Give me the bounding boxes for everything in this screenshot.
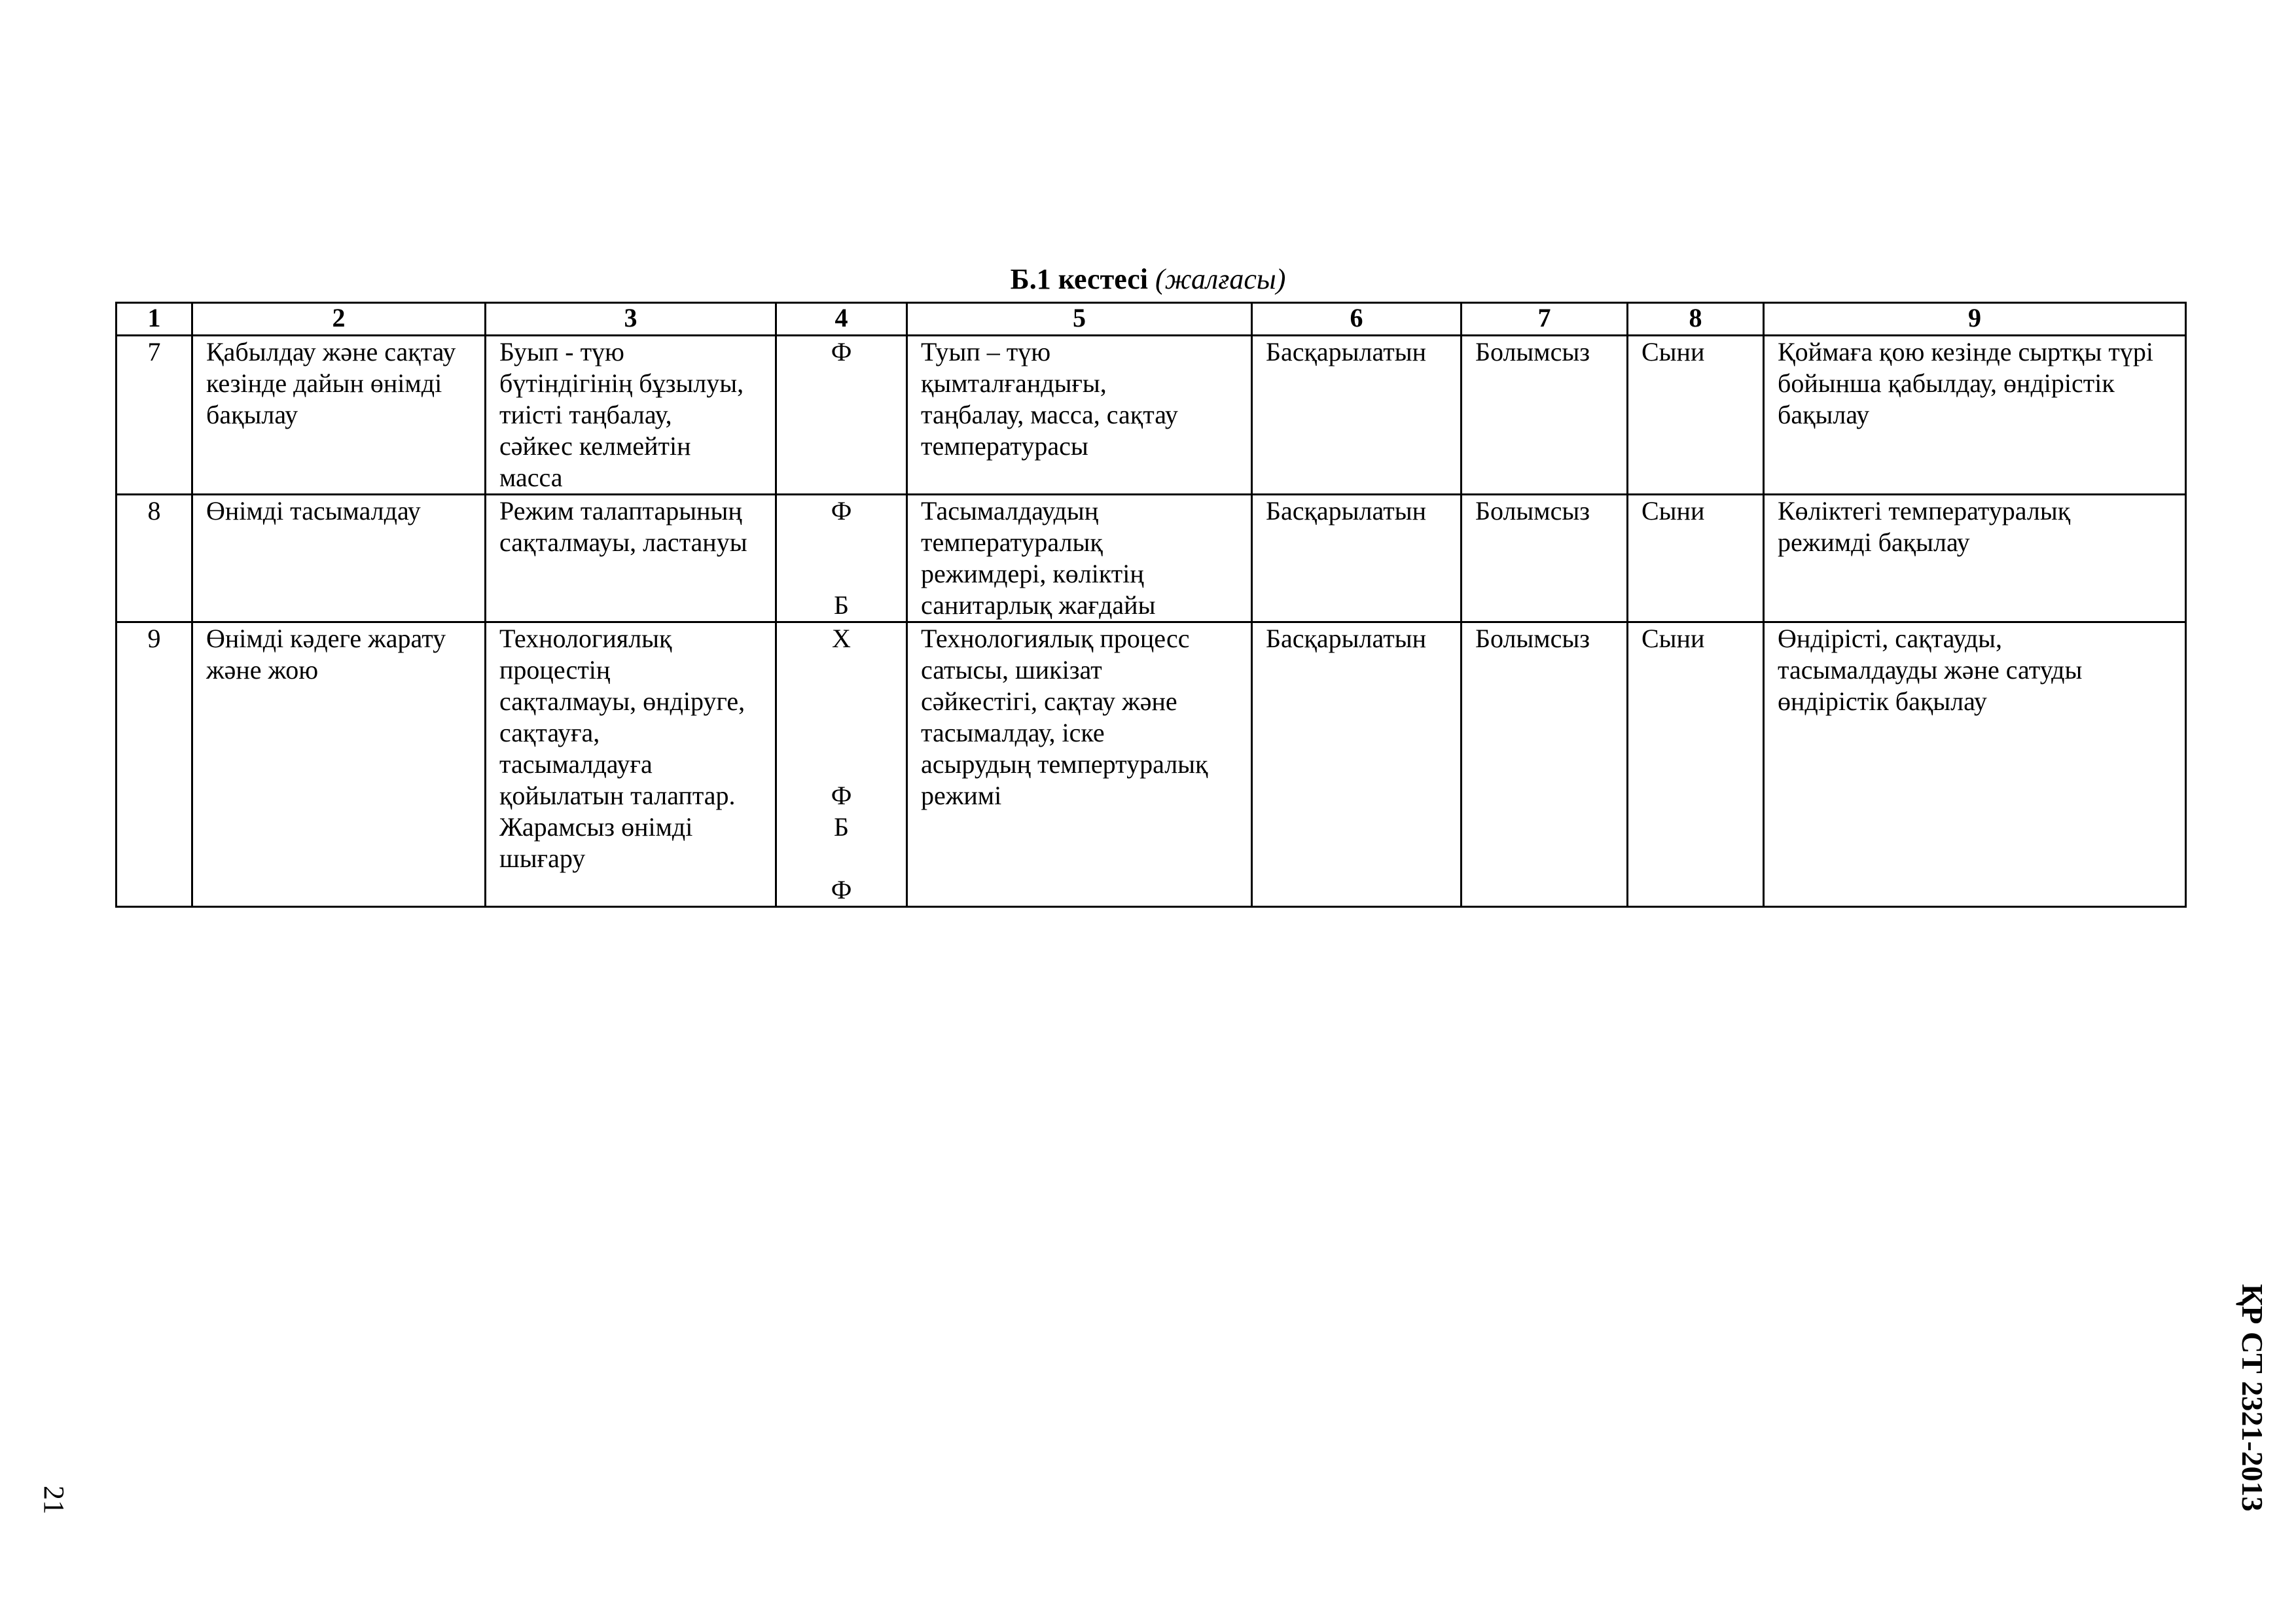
severity-cell: Болымсыз <box>1462 622 1628 907</box>
hazard-type-cell: Ф Б <box>776 495 907 622</box>
stage-cell: Өнімді кәдеге жарату және жою <box>192 622 486 907</box>
monitoring-cell: Көліктегі температуралық режимді бақылау <box>1764 495 2186 622</box>
table-row <box>117 495 2186 622</box>
stage-cell: Өнімді тасымалдау <box>192 495 486 622</box>
standard-code: ҚР СТ 2321-2013 <box>2236 1284 2269 1512</box>
monitoring-cell: Өндірісті, сақтауды, тасымалдауды және сатуды өндірістік бақылау <box>1764 622 2186 907</box>
hazard-type-cell: Ф <box>776 336 907 495</box>
header-cell: 2 <box>192 303 486 336</box>
hazard-cell: Буып - түю бүтіндігінің бұзылуы, тиісті таңбалау, сәйкес келмейтін масса <box>486 336 776 495</box>
header-cell: 4 <box>776 303 907 336</box>
severity-cell: Болымсыз <box>1462 495 1628 622</box>
header-cell: 5 <box>907 303 1252 336</box>
header-cell: 3 <box>486 303 776 336</box>
control-status-cell: Басқарылатын <box>1252 622 1462 907</box>
parameter-cell: Технологиялық процесс сатысы, шикізат сәйкестігі, сақтау және тасымалдау, іске асырудың темпертуралық режимі <box>907 622 1252 907</box>
row-number: 7 <box>117 336 192 495</box>
page-number: 21 <box>38 1486 70 1514</box>
parameter-cell: Тасымалдаудың температуралық режимдері, көліктің санитарлық жағдайы <box>907 495 1252 622</box>
header-cell: 1 <box>117 303 192 336</box>
header-cell: 9 <box>1764 303 2186 336</box>
header-cell: 6 <box>1252 303 1462 336</box>
table-caption <box>0 260 2296 298</box>
data-table <box>115 302 2187 908</box>
criticality-cell: Сыни <box>1628 336 1764 495</box>
severity-cell: Болымсыз <box>1462 336 1628 495</box>
row-number: 8 <box>117 495 192 622</box>
parameter-cell: Туып – түю қымталғандығы, таңбалау, масса, сақтау температурасы <box>907 336 1252 495</box>
hazard-cell: Режим талаптарының сақталмауы, ластануы <box>486 495 776 622</box>
hazard-cell: Технологиялық процестің сақталмауы, өндіруге, сақтауға, тасымалдауға қойылатын талаптар. Жарамсыз өнімді шығару <box>486 622 776 907</box>
table-header-row <box>117 303 2186 336</box>
criticality-cell: Сыни <box>1628 495 1764 622</box>
table-row <box>117 336 2186 495</box>
control-status-cell: Басқарылатын <box>1252 495 1462 622</box>
header-cell: 7 <box>1462 303 1628 336</box>
header-cell: 8 <box>1628 303 1764 336</box>
table-row <box>117 622 2186 907</box>
table-caption-title: Б.1 кестесі <box>1010 263 1149 295</box>
monitoring-cell: Қоймаға қою кезінде сыртқы түрі бойынша қабылдау, өндірістік бақылау <box>1764 336 2186 495</box>
control-status-cell: Басқарылатын <box>1252 336 1462 495</box>
stage-cell: Қабылдау және сақтау кезінде дайын өнімді бақылау <box>192 336 486 495</box>
criticality-cell: Сыни <box>1628 622 1764 907</box>
row-number: 9 <box>117 622 192 907</box>
table-caption-continuation: (жалғасы) <box>1155 263 1286 295</box>
hazard-type-cell: Х Ф Б Ф <box>776 622 907 907</box>
